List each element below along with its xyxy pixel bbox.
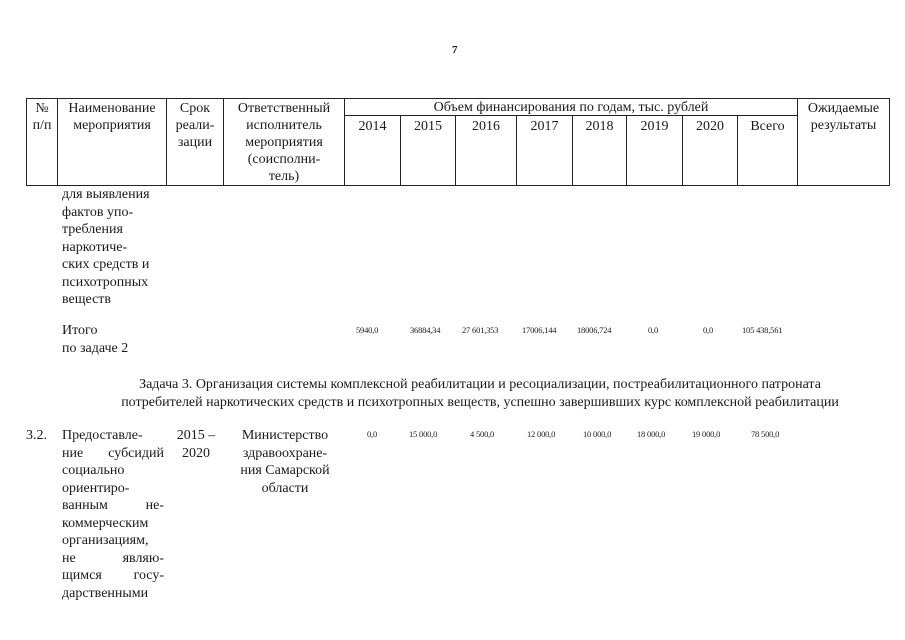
- row-3-2-2015: 15 000,0: [409, 429, 438, 439]
- row-3-2-2019: 18 000,0: [637, 429, 666, 439]
- row-3-2-term: 2015 – 2020: [176, 428, 216, 461]
- total-2018: 18006,724: [577, 325, 612, 335]
- year-2019-header: 2019: [640, 119, 669, 134]
- row-3-2-2020: 19 000,0: [692, 429, 721, 439]
- year-2016-header: 2016: [472, 119, 500, 134]
- total-2014: 5940,0: [356, 325, 379, 335]
- row-3-2-total: 78 500,0: [751, 429, 780, 439]
- row-3-2-2017: 12 000,0: [527, 429, 556, 439]
- total-all: 105 438,561: [742, 325, 783, 335]
- row-3-2-name: Предоставле- ние субсидий социально ориентиро- ванным не- коммерческим организациям, не являю- щимся госу- дарственными: [62, 428, 164, 601]
- row-3-2-number: 3.2.: [26, 428, 47, 443]
- total-2017: 17006,144: [522, 325, 557, 335]
- total-2015: 36884,34: [410, 325, 441, 335]
- year-2015-header: 2015: [414, 119, 442, 134]
- col-name-header: Наименование мероприятия: [68, 101, 156, 133]
- col-executor-header: Ответственный исполнитель мероприятия (соисполни- тель): [237, 101, 331, 184]
- total-2020: 0,0: [703, 325, 714, 335]
- total-header: Всего: [750, 119, 785, 134]
- total-label: Итого по задаче 2: [62, 323, 129, 356]
- col-funding-header: Объем финансирования по годам, тыс. рублей: [433, 100, 709, 115]
- page-number: 7: [452, 44, 458, 56]
- year-2018-header: 2018: [585, 119, 614, 134]
- row-3-2-2018: 10 000,0: [583, 429, 612, 439]
- row-3-2-2014: 0,0: [367, 429, 378, 439]
- row-3-2-2016: 4 500,0: [470, 429, 495, 439]
- year-2017-header: 2017: [530, 119, 559, 134]
- total-2019: 0,0: [648, 325, 659, 335]
- row-3-2-executor: Министерство здравоохране- ния Самарской области: [240, 428, 330, 496]
- task-3-title: Задача 3. Организация системы комплексной реабилитации и ресоциализации, постреабилитационного патроната потребителей наркотических средств и психотропных веществ, успешно завершивших курс комплексной реабилитации: [121, 377, 839, 410]
- year-2014-header: 2014: [358, 119, 387, 134]
- continuation-text: для выявления фактов упо- требления наркотиче- ских средств и психотропных веществ: [62, 187, 150, 307]
- total-2016: 27 601,353: [462, 325, 499, 335]
- col-results-header: Ожидаемые результаты: [807, 101, 880, 133]
- col-number-header: № п/п: [32, 101, 52, 133]
- year-2020-header: 2020: [696, 119, 724, 134]
- col-term-header: Срок реали- зации: [175, 101, 215, 150]
